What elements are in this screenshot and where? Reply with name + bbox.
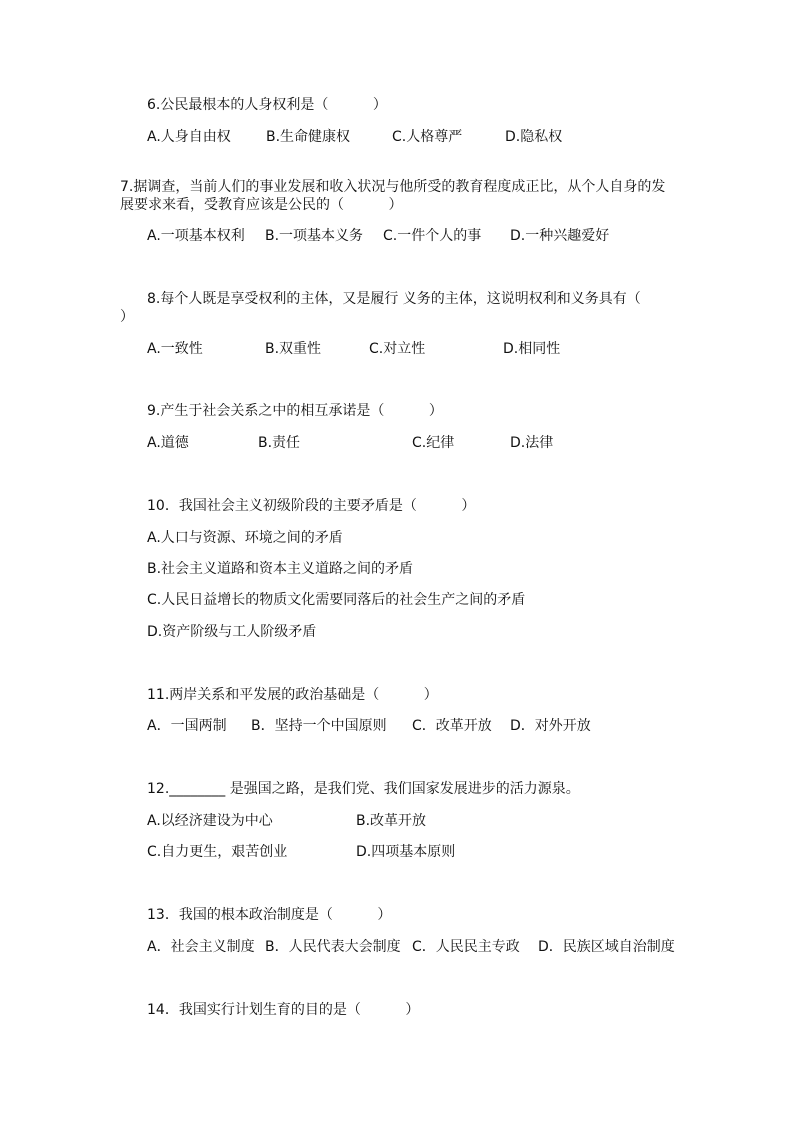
question-12-option-d: D.四项基本原则: [356, 844, 456, 860]
question-6-option-a: A.人身自由权: [147, 129, 231, 145]
question-8-stem-line-2: ）: [120, 309, 134, 325]
question-6-option-c: C.人格尊严: [392, 129, 463, 145]
question-11-option-c: C．改革开放: [412, 718, 492, 734]
question-7-option-d: D.一种兴趣爱好: [510, 228, 610, 244]
question-9-option-d: D.法律: [510, 435, 554, 451]
question-9-stem: 9.产生于社会关系之中的相互承诺是（ ）: [147, 403, 443, 419]
question-7-stem-line-2: 展要求来看，受教育应该是公民的（ ）: [120, 197, 403, 213]
question-6-option-b: B.生命健康权: [266, 129, 351, 145]
question-10-option-d: D.资产阶级与工人阶级矛盾: [147, 624, 317, 640]
question-9-option-b: B.责任: [258, 435, 301, 451]
question-12-option-c: C.自力更生，艰苦创业: [147, 844, 288, 860]
question-7-option-c: C.一件个人的事: [383, 228, 482, 244]
question-6-option-d: D.隐私权: [505, 129, 563, 145]
question-14-stem: 14．我国实行计划生育的目的是（ ）: [147, 1002, 420, 1018]
question-12-stem: 12.________ 是强国之路，是我们党、我们国家发展进步的活力源泉。: [147, 781, 580, 797]
question-8-option-c: C.对立性: [369, 341, 426, 357]
question-10-stem: 10．我国社会主义初级阶段的主要矛盾是（ ）: [147, 498, 476, 514]
question-11-stem: 11.两岸关系和平发展的政治基础是（ ）: [147, 687, 438, 703]
question-9-option-a: A.道德: [147, 435, 189, 451]
question-13-option-a: A．社会主义制度: [147, 939, 255, 955]
question-11-option-b: B．坚持一个中国原则: [251, 718, 387, 734]
question-10-option-b: B.社会主义道路和资本主义道路之间的矛盾: [147, 561, 414, 577]
question-7-stem-line-1: 7.据调查，当前人们的事业发展和收入状况与他所受的教育程度成正比，从个人自身的发: [120, 179, 666, 195]
question-13-stem: 13．我国的根本政治制度是（ ）: [147, 907, 392, 923]
question-13-option-b: B．人民代表大会制度: [265, 939, 401, 955]
question-8-option-b: B.双重性: [265, 341, 322, 357]
question-11-option-a: A．一国两制: [147, 718, 227, 734]
question-10-option-c: C.人民日益增长的物质文化需要同落后的社会生产之间的矛盾: [147, 592, 526, 608]
question-11-option-d: D．对外开放: [510, 718, 591, 734]
question-8-option-d: D.相同性: [503, 341, 561, 357]
question-13-option-d: D．民族区域自治制度: [538, 939, 675, 955]
question-10-option-a: A.人口与资源、环境之间的矛盾: [147, 530, 343, 546]
question-6-stem: 6.公民最根本的人身权利是（ ）: [147, 97, 387, 113]
question-9-option-c: C.纪律: [412, 435, 455, 451]
question-13-option-c: C．人民民主专政: [412, 939, 520, 955]
question-8-stem-line-1: 8.每个人既是享受权利的主体，又是履行 义务的主体，这说明权利和义务具有（: [147, 291, 641, 307]
question-12-option-b: B.改革开放: [356, 813, 427, 829]
question-7-option-a: A.一项基本权利: [147, 228, 245, 244]
question-7-option-b: B.一项基本义务: [265, 228, 364, 244]
question-8-option-a: A.一致性: [147, 341, 203, 357]
question-12-option-a: A.以经济建设为中心: [147, 813, 273, 829]
